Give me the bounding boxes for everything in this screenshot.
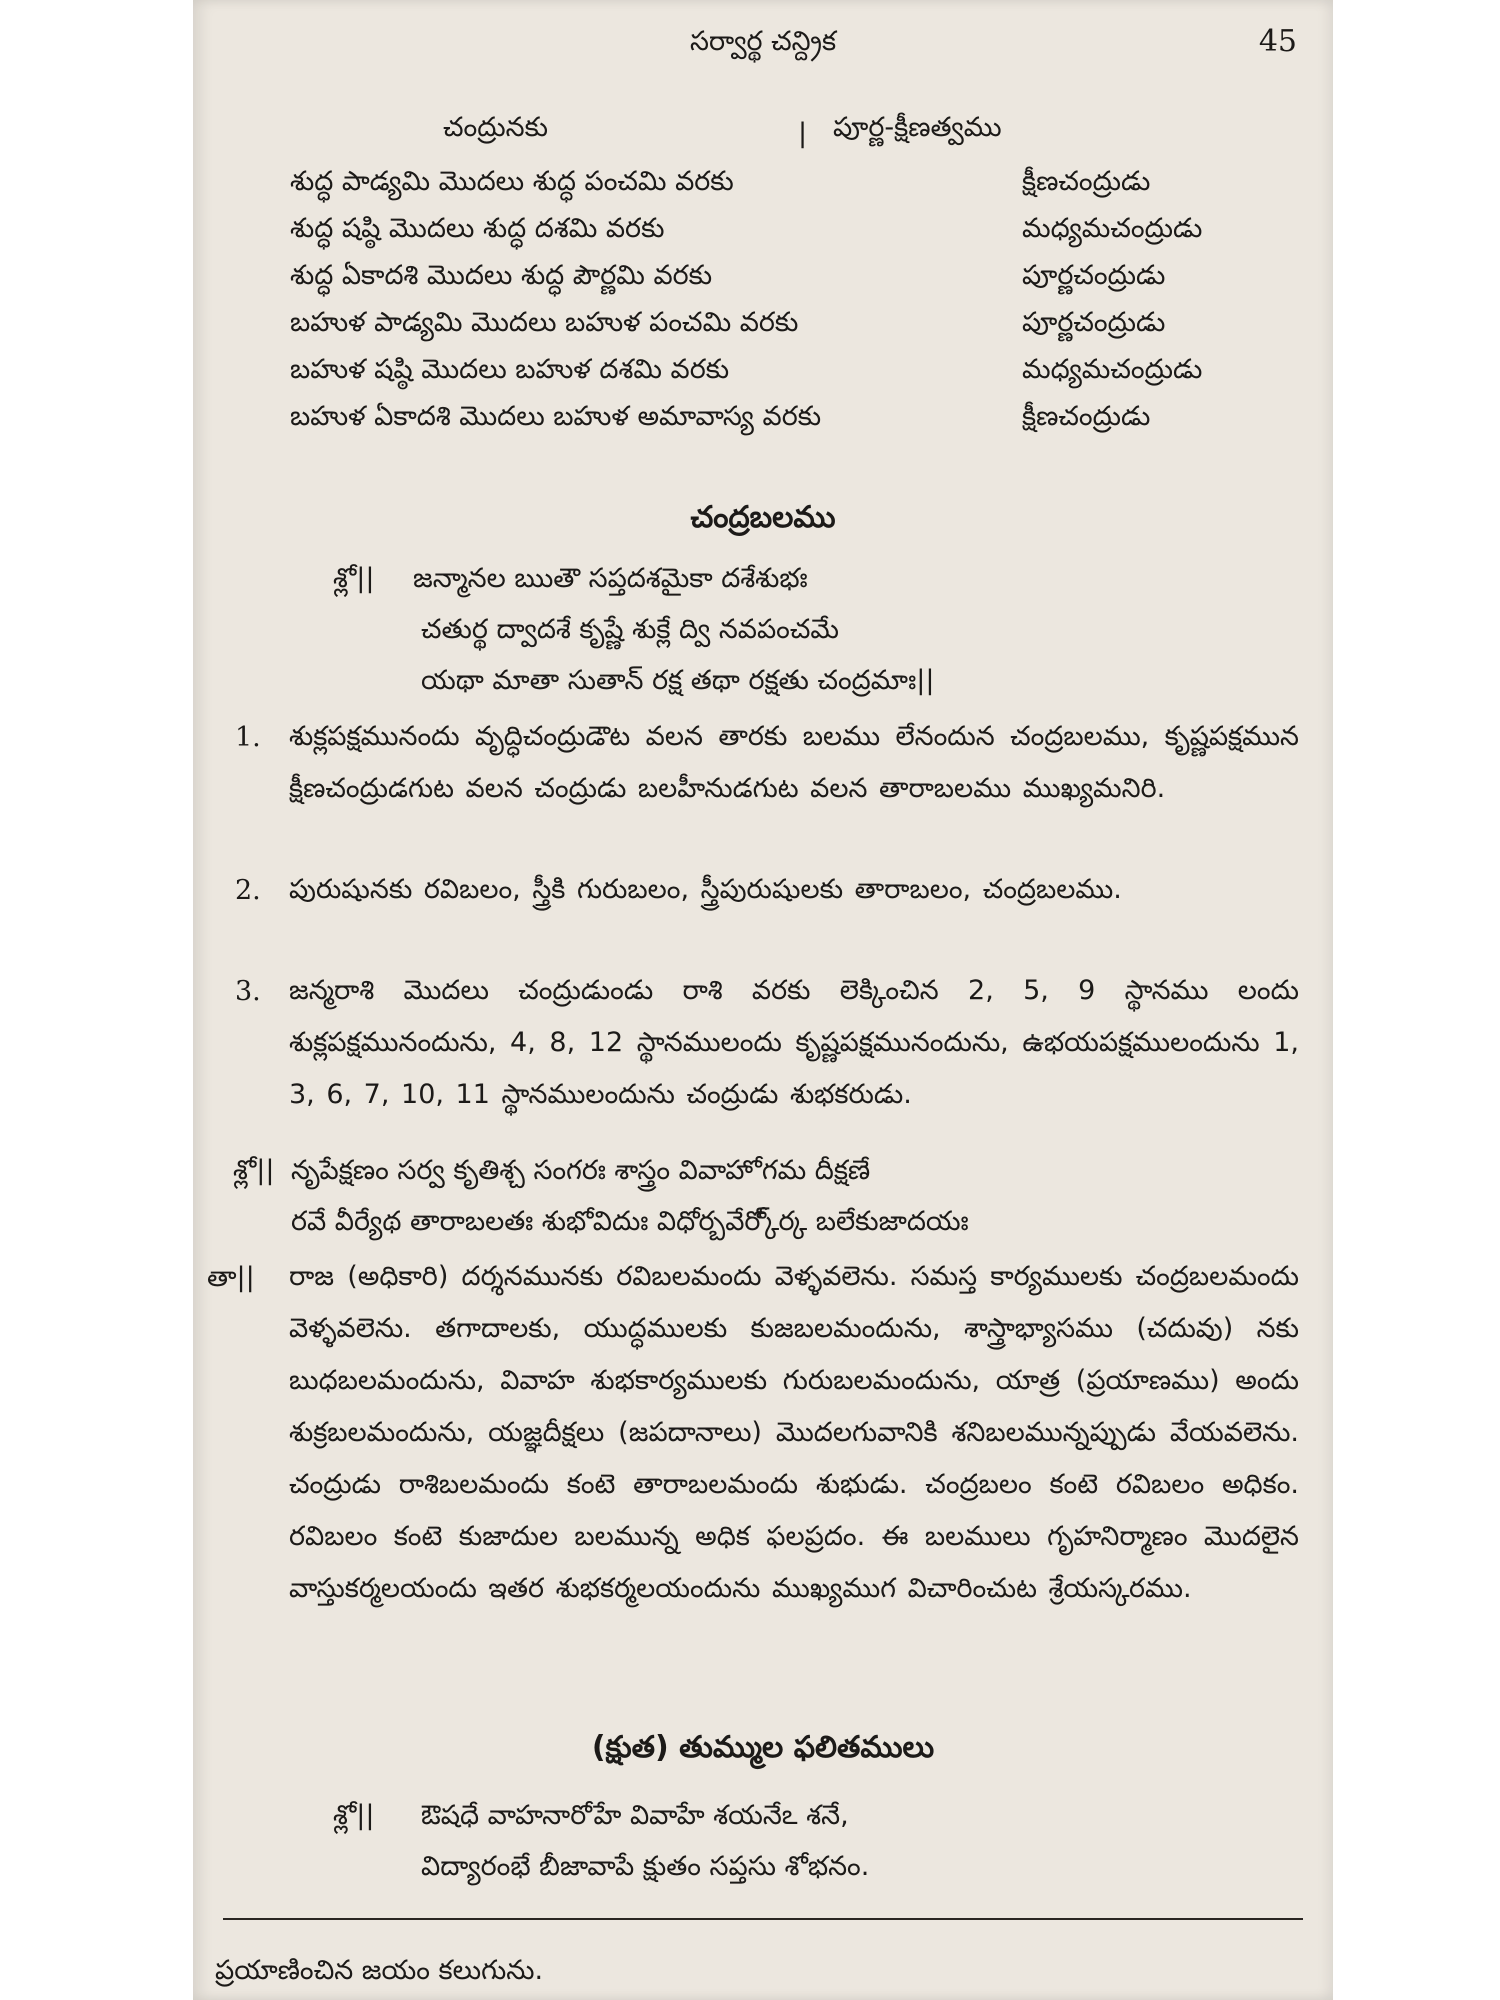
table-cell-period: శుద్ధ ఏకాదశి మొదలు శుద్ధ పౌర్ణమి వరకు xyxy=(290,260,713,291)
page-number: 45 xyxy=(1258,24,1297,59)
point-number: 1. xyxy=(235,722,261,753)
tatparya-text: రాజ (అధికారి) దర్శనమునకు రవిబలమందు వెళ్ళవలెను. సమస్త కార్యములకు చంద్రబలమందు వెళ్ళవలెను. తగాదాలకు, యుద్ధములకు కుజబలమందును, శాస్త్రాభ్యాసము (చదువు) నకు బుధబలమందును, వివాహ శుభకార్యములకు గురుబలమందును, యాత్ర (ప్రయాణము) అందు శుక్రబలమందును, యజ్ఞదీక్షలు (జపదానాలు) మొదలగువానికి శనిబలమున్నప్పుడు వేయవలెను. చంద్రుడు రాశిబలమందు కంటె తారాబలమందు శుభుడు. చంద్రబలం కంటె రవిబలం అధికం. రవిబలం కంటె కుజాదుల బలమున్న అధిక ఫలప్రదం. ఈ బలములు గృహనిర్మాణం మొదలైన వాస్తుకర్మలయందు ఇతర శుభకర్మలయందును ముఖ్యముగ విచారించుట శ్రేయస్కరము. xyxy=(289,1261,1299,1604)
book-page xyxy=(193,0,1333,2000)
table-row xyxy=(290,354,1290,400)
shloka-line: ఔషధే వాహనారోహే వివాహే శయనేఽ శనే, xyxy=(421,1800,849,1831)
table-row xyxy=(290,213,1290,259)
shloka-line: జన్మానల ఋతౌ సప్తదశమైకా దశేశుభః xyxy=(413,563,808,594)
table-header-divider: | xyxy=(798,118,808,149)
point-number: 2. xyxy=(235,875,261,906)
table-cell-state: పూర్ణచంద్రుడు xyxy=(1022,307,1166,338)
table-cell-state: క్షీణచంద్రుడు xyxy=(1022,166,1151,197)
table-cell-state: క్షీణచంద్రుడు xyxy=(1022,401,1151,432)
running-header xyxy=(193,22,1333,62)
shloka-mark: శ్లో|| xyxy=(233,1155,275,1186)
table-cell-period: బహుళ షష్ఠి మొదలు బహుళ దశమి వరకు xyxy=(290,354,730,385)
table-cell-period: బహుళ ఏకాదశి మొదలు బహుళ అమావాస్య వరకు xyxy=(290,401,822,432)
tatparya-mark: తా|| xyxy=(207,1262,255,1293)
shloka-line: నృపేక్షణం సర్వ కృతిశ్చ సంగరః శాస్త్రం వివాహోగమ దీక్షణే xyxy=(291,1155,871,1186)
table-header-right: పూర్ణ-క్షీణత్వము xyxy=(833,112,1002,143)
section-heading: చంద్రబలము xyxy=(690,500,836,535)
table-row xyxy=(290,166,1290,212)
table-cell-period: శుద్ధ షష్ఠి మొదలు శుద్ధ దశమి వరకు xyxy=(290,213,665,244)
shloka-line: రవే వీర్యేథ తారాబలతః శుభోవిదుః విధోర్బవేర్కో్ర్క బలేకుజాదయః xyxy=(291,1206,969,1237)
section-heading: (క్షుత) తుమ్ముల ఫలితములు xyxy=(591,1730,935,1765)
shloka-mark: శ్లో|| xyxy=(333,563,375,594)
point-text: పురుషునకు రవిబలం, స్త్రీకి గురుబలం, స్త్రీపురుషులకు తారాబలం, చంద్రబలము. xyxy=(289,874,1122,905)
table-row xyxy=(290,260,1290,306)
footnote-divider xyxy=(223,1918,1303,1920)
table-cell-state: పూర్ణచంద్రుడు xyxy=(1022,260,1166,291)
table-row xyxy=(290,307,1290,353)
point-text: జన్మరాశి మొదలు చంద్రుడుండు రాశి వరకు లెక్కించిన 2, 5, 9 స్థానము లందు శుక్లపక్షమునందును, 4, 8, 12 స్థానములందు కృష్ణపక్షమునందును, ఉభయపక్షములందును 1, 3, 6, 7, 10, 11 స్థానములందును చంద్రుడు శుభకరుడు. xyxy=(289,975,1299,1110)
table-row xyxy=(290,401,1290,447)
table-cell-state: మధ్యమచంద్రుడు xyxy=(1022,354,1203,385)
table-header-left: చంద్రునకు xyxy=(443,112,549,143)
table-cell-state: మధ్యమచంద్రుడు xyxy=(1022,213,1203,244)
point-text: శుక్లపక్షమునందు వృద్ధిచంద్రుడౌట వలన తారకు బలము లేనందున చంద్రబలము, కృష్ణపక్షమున క్షీణచంద్రుడగుట వలన చంద్రుడు బలహీనుడగుట వలన తారాబలము ముఖ్యమనిరి. xyxy=(289,721,1299,804)
table-cell-period: శుద్ధ పాడ్యమి మొదలు శుద్ధ పంచమి వరకు xyxy=(290,166,734,197)
shloka-line: విద్యారంభే బీజావాపే క్షుతం సప్తసు శోభనం. xyxy=(421,1851,870,1882)
point-number: 3. xyxy=(235,976,261,1007)
shloka-line: యథా మాతా సుతాన్ రక్ష తథా రక్షతు చంద్రమాః|| xyxy=(421,665,935,696)
shloka-mark: శ్లో|| xyxy=(333,1800,375,1831)
running-title: సర్వార్థ చన్ద్రిక xyxy=(689,26,837,57)
table-cell-period: బహుళ పాడ్యమి మొదలు బహుళ పంచమి వరకు xyxy=(290,307,799,338)
footnote: ప్రయాణించిన జయం కలుగును. xyxy=(215,1955,544,1986)
shloka-line: చతుర్థ ద్వాదశే కృష్ణే శుక్లే ద్వి నవపంచమే xyxy=(421,614,839,645)
